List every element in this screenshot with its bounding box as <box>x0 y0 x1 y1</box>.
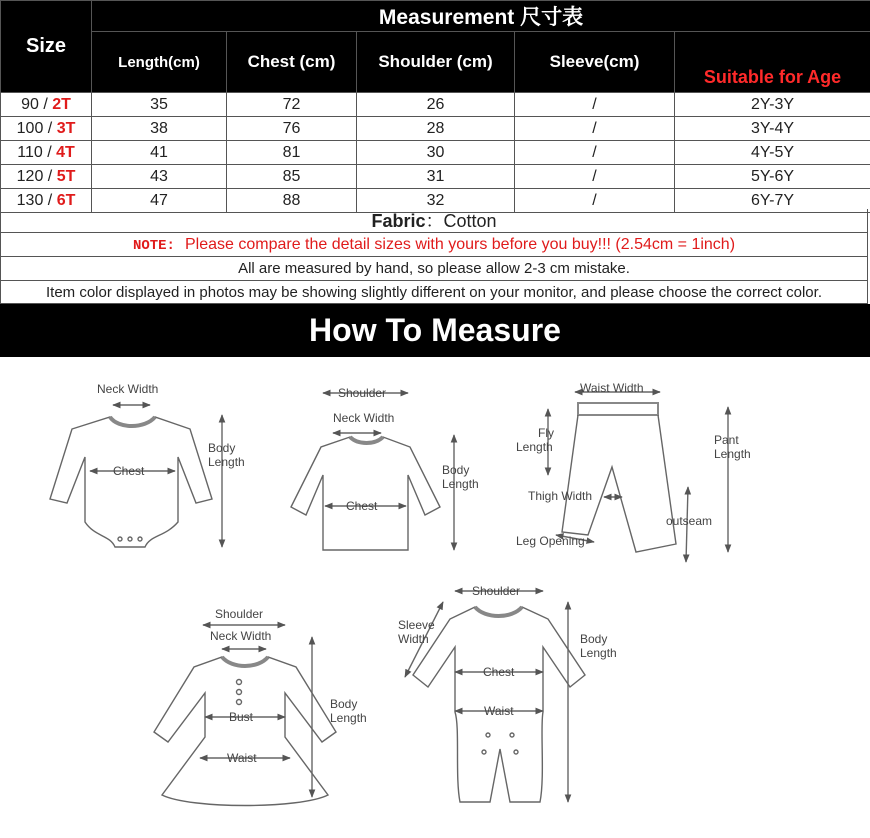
size-table <box>0 0 870 213</box>
dress-body-label: Body <box>330 697 358 711</box>
age-cell: 5Y-6Y <box>675 165 870 189</box>
shirt-body-label: Body <box>442 463 470 477</box>
shirt-chest-label: Chest <box>346 499 378 513</box>
table-row <box>1 93 870 117</box>
shirt-neck-label: Neck Width <box>333 411 395 425</box>
measurement-diagrams <box>0 357 870 838</box>
bodysuit-chest-label: Chest <box>113 464 145 478</box>
column-header-age: Suitable for Age <box>675 32 870 93</box>
dress-shoulder-label: Shoulder <box>215 607 264 621</box>
dress-bust-label: Bust <box>229 710 254 724</box>
length-cell: 35 <box>92 93 227 117</box>
size-number: 110 <box>17 143 43 161</box>
column-header-chest: Chest (cm) <box>227 32 357 93</box>
romper-length-label: Length <box>580 646 617 660</box>
romper-body-label: Body <box>580 632 608 646</box>
size-cell: 100 / 3T <box>1 117 92 141</box>
sleeve-cell: / <box>515 141 675 165</box>
sleeve-cell: / <box>515 165 675 189</box>
shoulder-cell: 31 <box>357 165 515 189</box>
length-cell: 38 <box>92 117 227 141</box>
table-row <box>1 141 870 165</box>
romper-sleeve-label: Sleeve <box>398 618 435 632</box>
size-number: 120 <box>16 167 44 185</box>
dress-waist-label: Waist <box>227 751 257 765</box>
dress-length-label: Length <box>330 711 367 725</box>
size-number: 90 <box>21 95 39 113</box>
column-header-sleeve: Sleeve(cm) <box>515 32 675 93</box>
pants-waist-label: Waist Width <box>580 381 644 395</box>
size-cell: 130 / 6T <box>1 189 92 213</box>
dress-neck-label: Neck Width <box>210 629 272 643</box>
pants-pant-label: Pant <box>714 433 739 447</box>
age-cell: 2Y-3Y <box>675 93 870 117</box>
how-to-measure-title: How To Measure <box>0 304 870 357</box>
shoulder-cell: 28 <box>357 117 515 141</box>
sleeve-cell: / <box>515 93 675 117</box>
romper-width-label: Width <box>398 632 429 646</box>
chest-cell: 81 <box>227 141 357 165</box>
sleeve-cell: / <box>515 117 675 141</box>
pants-pant-length-label: Length <box>714 447 751 461</box>
age-cell: 6Y-7Y <box>675 189 870 213</box>
pants-leg-label: Leg Opening <box>516 534 585 548</box>
shoulder-cell: 26 <box>357 93 515 117</box>
age-cell: 4Y-5Y <box>675 141 870 165</box>
shirt-length-label: Length <box>442 477 479 491</box>
chest-cell: 72 <box>227 93 357 117</box>
length-cell: 41 <box>92 141 227 165</box>
sleeve-cell: / <box>515 189 675 213</box>
table-row <box>1 165 870 189</box>
size-toddler: 5T <box>56 167 76 185</box>
bodysuit-body-label: Body <box>208 441 236 455</box>
length-cell: 43 <box>92 165 227 189</box>
age-cell: 3Y-4Y <box>675 117 870 141</box>
note-text: Please compare the detail sizes with yours before you buy!!! (2.54cm = 1inch) <box>184 236 736 253</box>
table-row <box>1 117 870 141</box>
size-cell: 90 / 2T <box>1 93 92 117</box>
pants-fly-length-label: Length <box>516 440 553 454</box>
romper-shoulder-label: Shoulder <box>472 584 521 598</box>
shirt-shoulder-label: Shoulder <box>338 386 387 400</box>
chest-cell: 76 <box>227 117 357 141</box>
size-cell: 120 / 5T <box>1 165 92 189</box>
pants-outseam-label: outseam <box>666 514 713 528</box>
size-toddler: 3T <box>56 119 76 137</box>
size-header: Size <box>1 1 92 93</box>
color-note: Item color displayed in photos may be showing slightly different on your monitor, and please choose the correct color. <box>0 281 868 304</box>
bodysuit-neck-label: Neck Width <box>97 382 159 396</box>
fabric-label: Fabric <box>371 211 426 231</box>
table-title: Measurement 尺寸表 <box>92 1 870 32</box>
pants-thigh-label: Thigh Width <box>528 489 593 503</box>
chest-cell: 85 <box>227 165 357 189</box>
fabric-line <box>0 209 868 233</box>
fabric-value: ：Cotton <box>425 211 497 231</box>
size-toddler: 2T <box>52 95 71 113</box>
length-cell: 47 <box>92 189 227 213</box>
note-line <box>0 233 868 257</box>
romper-waist-label: Waist <box>484 704 514 718</box>
romper-chest-label: Chest <box>483 665 515 679</box>
chest-cell: 88 <box>227 189 357 213</box>
hand-measure-note: All are measured by hand, so please allow 2-3 cm mistake. <box>0 257 868 281</box>
column-header-length: Length(cm) <box>92 32 227 93</box>
shoulder-cell: 32 <box>357 189 515 213</box>
note-label: NOTE: <box>132 238 175 254</box>
size-toddler: 4T <box>56 143 75 161</box>
bodysuit-length-label: Length <box>208 455 245 469</box>
size-number: 130 <box>16 191 44 209</box>
size-toddler: 6T <box>56 191 76 209</box>
pants-fly-label: Fly <box>538 426 554 440</box>
shoulder-cell: 30 <box>357 141 515 165</box>
size-number: 100 <box>16 119 44 137</box>
size-cell: 110 / 4T <box>1 141 92 165</box>
column-header-shoulder: Shoulder (cm) <box>357 32 515 93</box>
